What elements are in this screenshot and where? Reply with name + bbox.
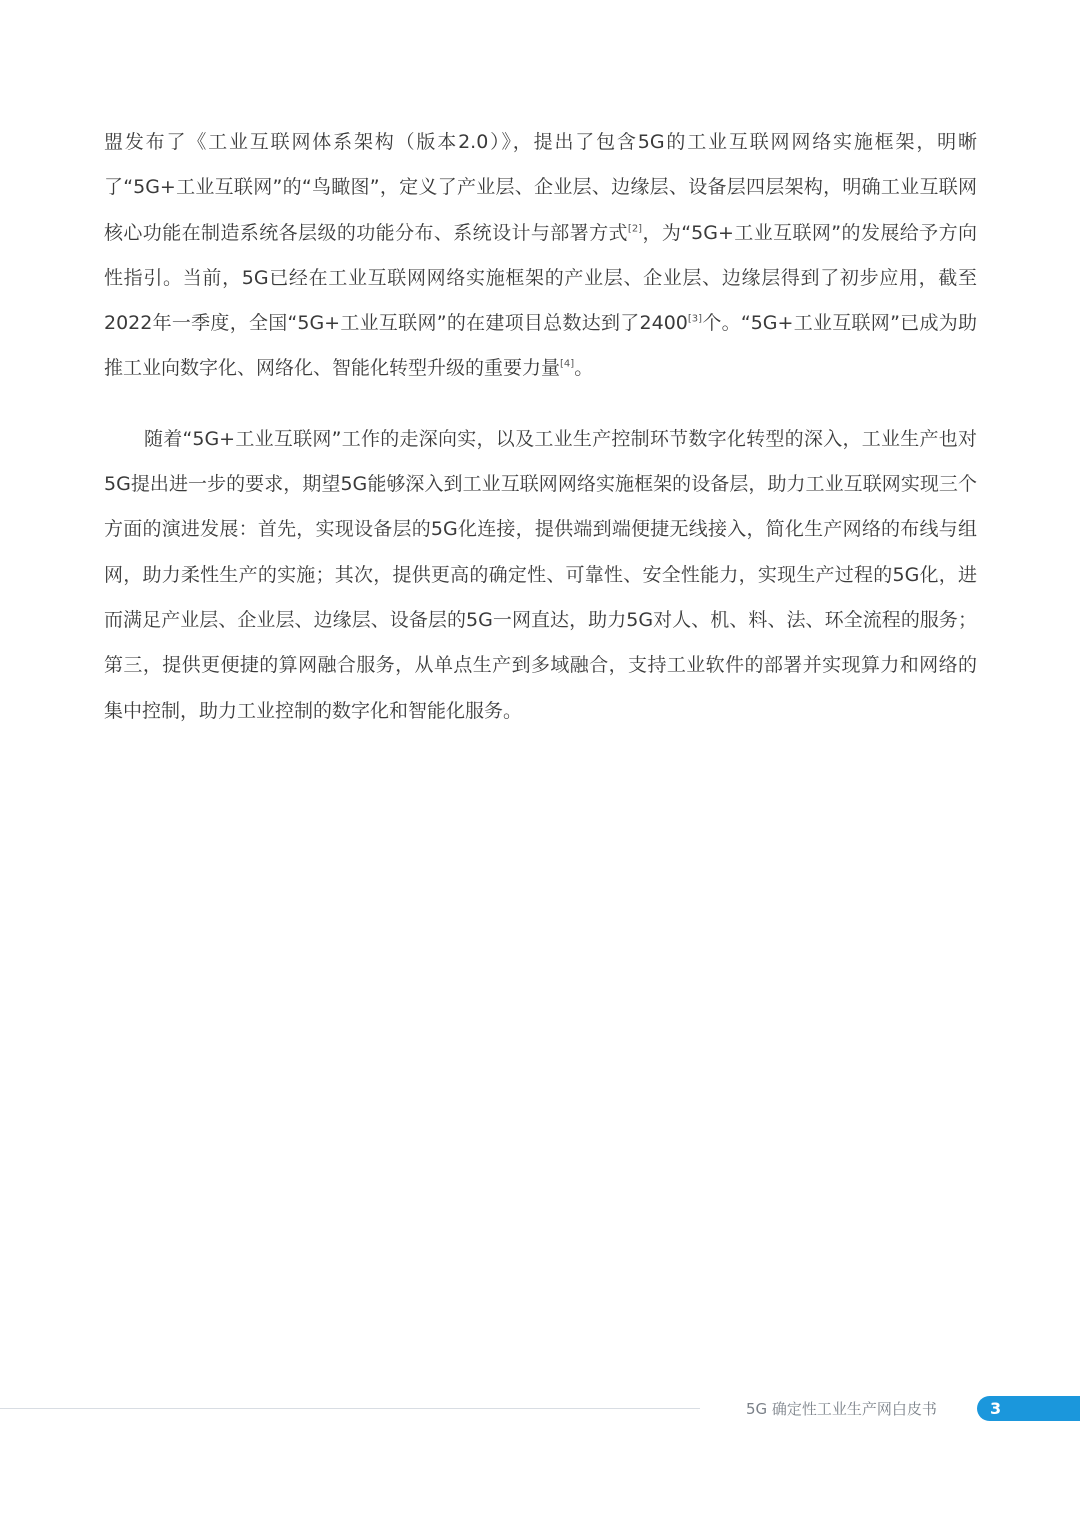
paragraph-1-text-a: 盟发布了《工业互联网体系架构（版本2.0）》，提出了包含5G的工业互联网网络实施框架，明晰了“5G+工业互联网”的“鸟瞰图”，定义了产业层、企业层、边缘层、设备层四层架构，明确工业互联网核心功能在制造系统各层级的功能分布、系统设计与部署方式	[104, 131, 977, 244]
page-number: 3	[990, 1399, 1002, 1418]
footer-divider	[0, 1408, 700, 1409]
footer-document-title: 5G 确定性工业生产网白皮书	[746, 1400, 937, 1418]
citation-ref-3: [3]	[687, 313, 703, 325]
paragraph-1-text-b: ，为“5G+工业互联网”的发展给予方向性指引。当前，5G已经在工业互联网网络实施框架的产业层、企业层、边缘层得到了初步应用，截至2022年一季度，全国“5G+工业互联网”的在建项目总数达到了2400	[104, 221, 977, 335]
paragraph-1	[104, 120, 977, 392]
document-body	[104, 120, 977, 734]
citation-ref-4: [4]	[560, 359, 575, 371]
paragraph-1-text-d: 。	[574, 357, 594, 380]
paragraph-2: 随着“5G+工业互联网”工作的走深向实，以及工业生产控制环节数字化转型的深入，工业生产也对5G提出进一步的要求，期望5G能够深入到工业互联网网络实施框架的设备层，助力工业互联网实现三个方面的演进发展：首先，实现设备层的5G化连接，提供端到端便捷无线接入，简化生产网络的布线与组网，助力柔性生产的实施；其次，提供更高的确定性、可靠性、安全性能力，实现生产过程的5G化，进而满足产业层、企业层、边缘层、设备层的5G一网直达，助力5G对人、机、料、法、环全流程的服务；第三，提供更便捷的算网融合服务，从单点生产到多域融合，支持工业软件的部署并实现算力和网络的集中控制，助力工业控制的数字化和智能化服务。	[104, 427, 977, 722]
paragraph-1-text-c: 个。“5G+工业互联网”已成为助推工业向数字化、网络化、智能化转型升级的重要力量	[104, 312, 977, 380]
citation-ref-2: [2]	[627, 223, 643, 235]
